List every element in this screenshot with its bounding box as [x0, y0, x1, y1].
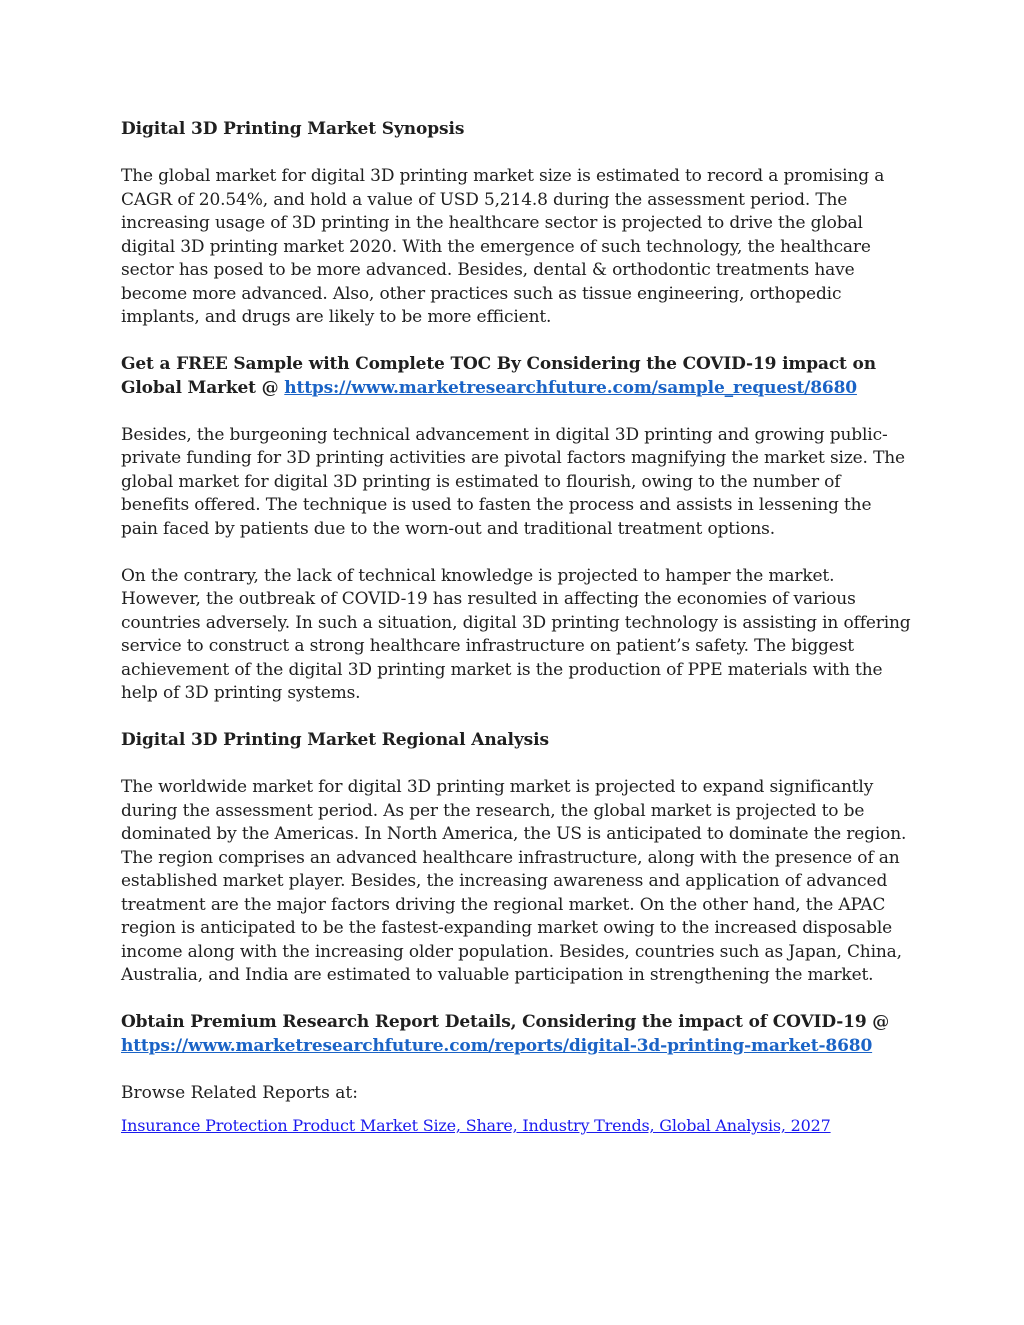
covid-impact-paragraph: On the contrary, the lack of technical knowledge is projected to hamper the market. However, the outbreak of COVID-19 has resulted in affecting the economies of various countries adversely. In such a situation, digital 3D printing technology is assisting in offering service to construct a strong healthcare infrastructure on patient’s safety. The biggest achievement of the digital 3D printing market is the production of PPE materials with the help of 3D printing systems.: [121, 565, 911, 703]
growth-factors-paragraph: Besides, the burgeoning technical advancement in digital 3D printing and growing public-private funding for 3D printing activities are pivotal factors magnifying the market size. The global market for digital 3D printing is estimated to flourish, owing to the number of benefits offered. The technique is used to fasten the process and assists in lessening the pain faced by patients due to the worn-out and traditional treatment options.: [121, 424, 905, 539]
sample-request-text: Get a FREE Sample with Complete TOC By Considering the COVID-19 impact on Global Market @: [121, 354, 876, 398]
sample-request-link[interactable]: https://www.marketresearchfuture.com/sample_request/8680: [284, 377, 857, 398]
related-reports: [121, 1115, 911, 1137]
document-page: [121, 118, 911, 1137]
premium-report-link[interactable]: https://www.marketresearchfuture.com/reports/digital-3d-printing-market-8680: [121, 1035, 873, 1056]
synopsis-paragraph: The global market for digital 3D printing market size is estimated to record a promising a CAGR of 20.54%, and hold a value of USD 5,214.8 during the assessment period. The increasing usage of 3D printing in the healthcare sector is projected to drive the global digital 3D printing market 2020. With the emergence of such technology, the healthcare sector has posed to be more advanced. Besides, dental & orthodontic treatments have become more advanced. Also, other practices such as tissue engineering, orthopedic implants, and drugs are likely to be more efficient.: [121, 166, 885, 327]
premium-report-text: Obtain Premium Research Report Details, Considering the impact of COVID-19 @: [121, 1012, 890, 1032]
browse-related-label: Browse Related Reports at:: [121, 1082, 358, 1103]
regional-analysis-paragraph: The worldwide market for digital 3D printing market is projected to expand significantly during the assessment period. As per the research, the global market is projected to be dominated by the Americas. In North America, the US is anticipated to dominate the region. The region comprises an advanced healthcare infrastructure, along with the presence of an established market player. Besides, the increasing awareness and application of advanced treatment are the major factors driving the regional market. On the other hand, the APAC region is anticipated to be the fastest-expanding market owing to the increased disposable income along with the increasing older population. Besides, countries such as Japan, China, Australia, and India are estimated to valuable participation in strengthening the market.: [121, 777, 907, 985]
related-report-link[interactable]: Insurance Protection Product Market Size, Share, Industry Trends, Global Analysis, 2027: [121, 1116, 831, 1135]
synopsis-heading: Digital 3D Printing Market Synopsis: [121, 119, 465, 139]
regional-analysis-heading: Digital 3D Printing Market Regional Analysis: [121, 730, 549, 750]
sample-request-cta: [121, 353, 911, 400]
premium-report-cta: [121, 1011, 911, 1058]
